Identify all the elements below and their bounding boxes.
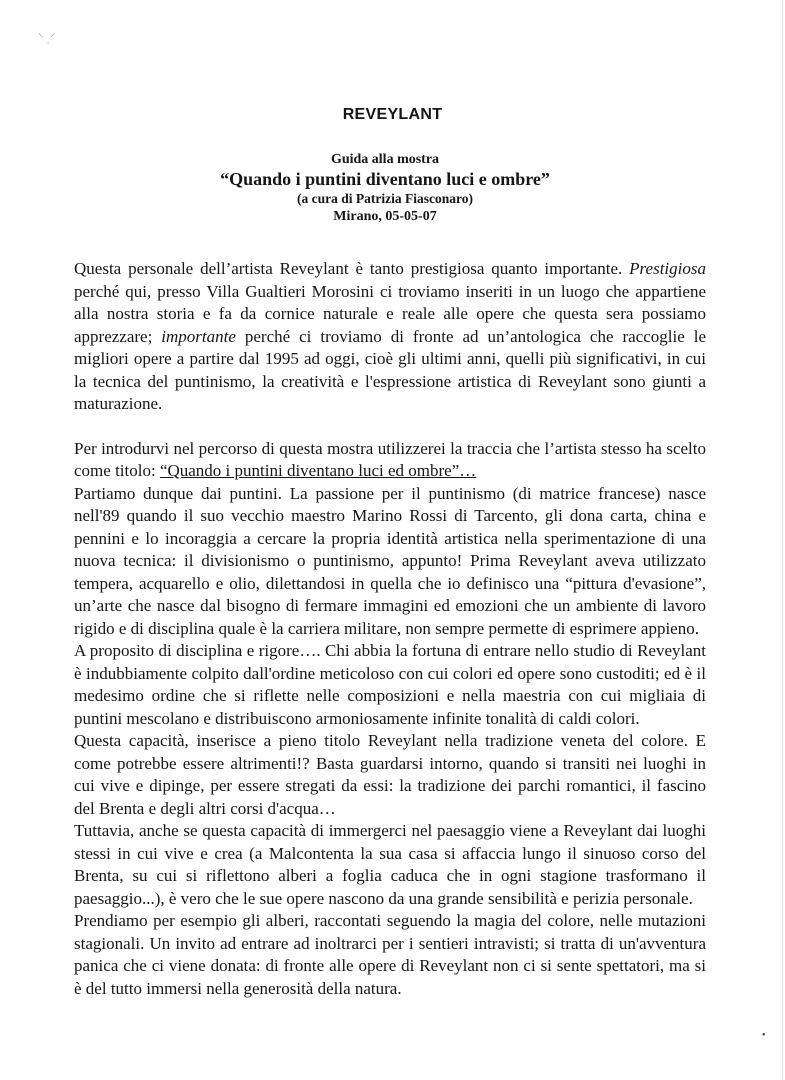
scan-mark: ⸌ ˌ⸍ <box>38 32 56 44</box>
italic-word: Prestigiosa <box>629 259 706 278</box>
paragraph: Partiamo dunque dai puntini. La passione per il puntinismo (di matrice francese) nasce nell'89 quando il suo vecchio maestro Marino Rossi di Tarcento, gli dona carta, china e pennini e lo incoraggia a cercare la propria identità artistica nella sperimentazione di una nuova tecnica: il divisionismo o puntinismo, appunto! Prima Reveylant aveva utilizzato tempera, acquarello e olio, dilettandosi in quella che io definisco una “pittura d'evasione”, un’arte che nasce dal bisogno di fermare immagini ed emozioni che un ambiente di lavoro rigido e di disciplina quale è la carriera militare, non sempre permette di esprimere appieno. <box>74 483 706 638</box>
paragraph <box>74 258 706 416</box>
paragraph: Tuttavia, anche se questa capacità di immergerci nel paesaggio viene a Reveylant dai luoghi stessi in cui vive e crea (a Malcontenta la sua casa si affaccia lungo il sinuoso corso del Brenta, su cui si riflettono alberi a foglia caduca che in ogni stagione trasformano il paesaggio...), è vero che le sue opere nascono da una grande sensibilità e perizia personale. <box>74 821 706 908</box>
underlined-title: “Quando i puntini diventano luci ed ombre”… <box>159 461 477 480</box>
paragraph <box>74 438 706 483</box>
place-date-line: Mirano, 05-05-07 <box>333 209 437 224</box>
paragraph: A proposito di disciplina e rigore…. Chi abbia la fortuna di entrare nello studio di Reveylant è indubbiamente colpito dall'ordine meticoloso con cui colori ed opere sono custoditi; ed è il medesimo ordine che si riflette nelle composizioni e nella maestria con cui migliaia di puntini mescolano e distribuiscono armoniosamente infinite tonalità di caldi colori. <box>74 641 706 728</box>
curator-line: (a cura di Patrizia Fiasconaro) <box>297 191 473 206</box>
text-run: perché ci troviamo di fronte ad un’antologica che raccoglie le migliori opere a partire dal 1995 ad oggi, cioè gli ultimi anni, quelli più significativi, in cui la tecnica del puntinismo, la creatività e l'espressione artistica di Reveylant sono giunti a maturazione. <box>74 326 706 413</box>
scan-mark: • <box>762 1030 766 1041</box>
subtitle-line: Guida alla mostra <box>330 152 440 167</box>
exhibition-title: “Quando i puntini diventano luci e ombre” <box>220 169 550 189</box>
body-text <box>74 258 706 1000</box>
paragraph: Prendiamo per esempio gli alberi, raccontati seguendo la magia del colore, nelle mutazioni stagionali. Un invito ad entrare ad inoltrarci per i sentieri intravisti; si tratta di un'avventura panica che ci viene donata: di fronte alle opere di Reveylant non ci si sente spettatori, ma si è del tutto immersi nella generosità della natura. <box>74 911 706 998</box>
text-run: Per introdurvi nel percorso di questa mostra utilizzerei la traccia che l’artista stesso ha scelto come titolo: <box>74 438 706 480</box>
subtitle-block <box>0 150 770 226</box>
paragraph: Questa capacità, inserisce a pieno titolo Reveylant nella tradizione veneta del colore. E come potrebbe essere altrimenti!? Basta guardarsi intorno, quando si transiti nei luoghi in cui vive e dipinge, per essere stregati da essi: la tradizione dei parchi romantici, il fascino del Brenta e degli altri corsi d'acqua… <box>74 731 706 818</box>
italic-word: importante <box>161 326 236 346</box>
text-run: Questa personale dell’artista Reveylant è tanto prestigiosa quanto importante. <box>74 259 623 278</box>
text-run: perché qui, presso Villa Gualtieri Morosini ci troviamo inseriti in un luogo che appartiene alla nostra storia e fa da cornice naturale e reale alle opere che questa sera possiamo apprezzare; <box>74 281 706 346</box>
page-edge <box>782 0 783 1080</box>
document-title: REVEYLANT <box>342 106 443 123</box>
